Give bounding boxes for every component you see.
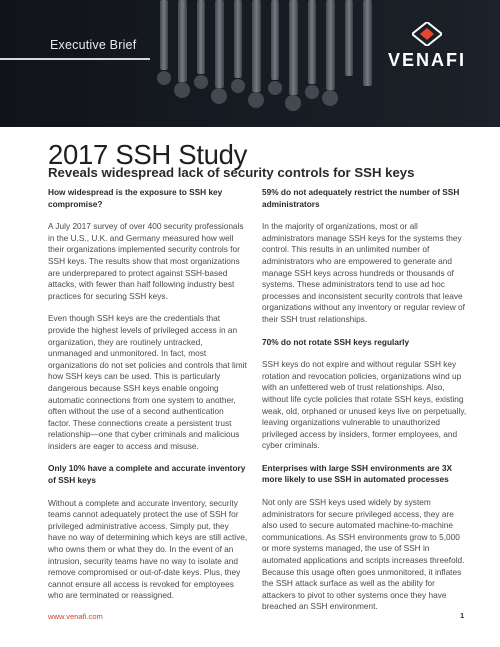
page-title: 2017 SSH Study [48,139,248,170]
brand-name: VENAFI [387,50,466,70]
venafi-mark-icon [412,22,442,46]
badge-underline [0,58,150,60]
paragraph: Even though SSH keys are the credentials that provide the highest levels of privileged access in an organization, they are routinely untracked, unmanaged and unmonitored. In fact, most organizations do not set policies and controls that limit how SSH keys can be used. This is particularly dangerous because SSH keys enable ongoing automatic connections from one system to another, often without the use of a second authentication factor. These connections create a persistent trust relationship—one that cyber criminals and malicious insiders are eager to access and misuse. [48,313,247,451]
executive-brief-badge: Executive Brief [50,38,137,52]
left-column [48,187,248,613]
paragraph: SSH keys do not expire and without regular SSH key rotation and revocation policies, organizations wind up with an unfettered web of trust relationships. Also, without life cycle policies that rotate SSH keys, existing weak, old, orphaned or unused keys live on perpetually, leaving organizations vulnerable to unauthorized privileged access by insiders, former employees, and cyber criminals. [262,359,467,451]
section-heading: 59% do not adequately restrict the number of SSH administrators [262,187,460,209]
hero-banner [0,0,500,127]
section-heading: Only 10% have a complete and accurate inventory of SSH keys [48,463,246,486]
paragraph: Without a complete and accurate inventory, security teams cannot adequately protect the use of SSH for privileged administrative access. Simply put, they have no way of determining which keys are still active, who owns them or what they do. In the event of an intrusion, security teams have no way to isolate and remove compromised or out-of-date keys. Plus, they cannot ensure all access is revoked for employees who are terminated or reassigned. [48,497,248,601]
page-subtitle: Reveals widespread lack of security controls for SSH keys [48,165,415,180]
page-number: 1 [460,611,465,620]
right-column [262,187,467,624]
paragraph: In the majority of organizations, most or all administrators manage SSH keys for the systems they control. This results in an unlimited number of administrators who are empowered to generate and manage SSH keys across hundreds or thousands of systems. These administrators tend to use ad hoc processes and inconsistent security controls that leave organizations without any inventory or regular review of their SSH trust relationships. [262,221,465,324]
paragraph: A July 2017 survey of over 400 security professionals in the U.S., U.K. and Germany measured how well their organizations implemented security controls for SSH keys. The results show that most organizations are underprepared to protect against SSH-based attacks, with fewer than half following industry best practices for securing SSH keys. [48,221,244,301]
footer-website-link[interactable]: www.venafi.com [48,612,103,621]
venafi-logo [382,22,472,72]
section-heading: How widespread is the exposure to SSH key compromise? [48,187,223,209]
section-heading: 70% do not rotate SSH keys regularly [262,336,410,347]
paragraph: Not only are SSH keys used widely by system administrators for secure privileged access, they are also used to secure automated machine-to-machine communications. As SSH environments grow to 5,000 or more systems managed, the use of SSH in automated applications and scripts increases threefold. Because this usage often goes unmonitored, it inflates the SSH attack surface as well as the ability for attackers to pivot to other systems once they have breached an SSH environment. [262,497,465,612]
section-heading: Enterprises with large SSH environments are 3X more likely to use SSH in automated processes [262,462,452,485]
